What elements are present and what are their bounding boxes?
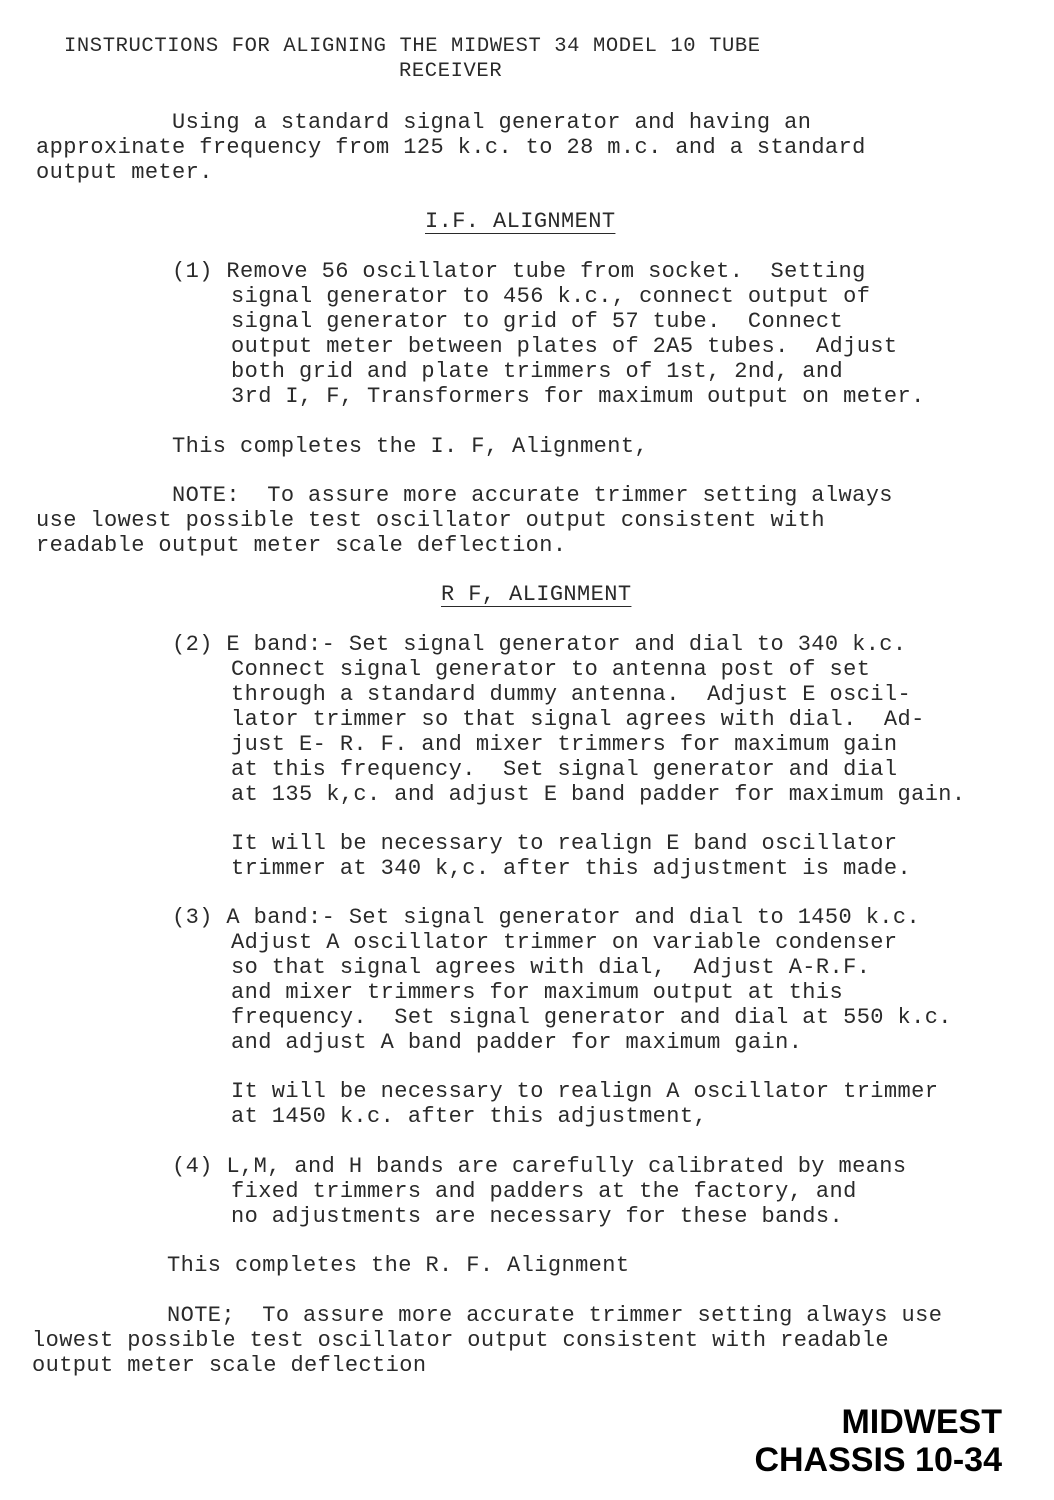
rf-alignment-heading: R F, ALIGNMENT xyxy=(441,582,632,607)
step2-line-3: through a standard dummy antenna. Adjust E oscil- xyxy=(231,682,912,707)
chassis-label-line-1: MIDWEST xyxy=(841,1403,1002,1441)
step2-note-line-1: It will be necessary to realign E band oscillator xyxy=(231,831,898,856)
chassis-label-line-2: CHASSIS 10-34 xyxy=(754,1441,1002,1479)
step1-line-3: signal generator to grid of 57 tube. Connect xyxy=(231,309,844,334)
note1-line-1: NOTE: To assure more accurate trimmer setting always xyxy=(172,483,893,508)
note1-line-3: readable output meter scale deflection. xyxy=(36,533,567,558)
step1-line-6: 3rd I, F, Transformers for maximum output on meter. xyxy=(231,384,925,409)
step2-line-1: (2) E band:- Set signal generator and dial to 340 k.c. xyxy=(172,632,907,657)
step4-line-2: fixed trimmers and padders at the factory, and xyxy=(231,1179,857,1204)
title-line-2: RECEIVER xyxy=(399,60,503,83)
step2-line-5: just E- R. F. and mixer trimmers for maximum gain xyxy=(231,732,898,757)
step4-line-1: (4) L,M, and H bands are carefully calibrated by means xyxy=(172,1154,907,1179)
step1-line-5: both grid and plate trimmers of 1st, 2nd, and xyxy=(231,359,844,384)
chassis-label xyxy=(754,1403,1002,1479)
step1-line-4: output meter between plates of 2A5 tubes. Adjust xyxy=(231,334,898,359)
step2-note-line-2: trimmer at 340 k,c. after this adjustment is made. xyxy=(231,856,912,881)
step4-line-3: no adjustments are necessary for these bands. xyxy=(231,1204,844,1229)
step1-line-1: (1) Remove 56 oscillator tube from socket. Setting xyxy=(172,259,866,284)
rf-complete-text: This completes the R. F. Alignment xyxy=(167,1253,630,1278)
note1-line-2: use lowest possible test oscillator output consistent with xyxy=(36,508,825,533)
note2-line-1: NOTE; To assure more accurate trimmer setting always use xyxy=(167,1303,943,1328)
step2-line-6: at this frequency. Set signal generator and dial xyxy=(231,757,898,782)
step3-line-3: so that signal agrees with dial, Adjust A-R.F. xyxy=(231,955,871,980)
title-line-1: INSTRUCTIONS FOR ALIGNING THE MIDWEST 34 MODEL 10 TUBE xyxy=(64,35,761,58)
step1-line-2: signal generator to 456 k.c., connect output of xyxy=(231,284,871,309)
step3-line-4: and mixer trimmers for maximum output at this xyxy=(231,980,844,1005)
if-alignment-heading: I.F. ALIGNMENT xyxy=(425,209,616,234)
intro-line-1: Using a standard signal generator and having an xyxy=(172,110,812,135)
step2-line-2: Connect signal generator to antenna post of set xyxy=(231,657,871,682)
step3-line-2: Adjust A oscillator trimmer on variable condenser xyxy=(231,930,898,955)
step3-note-line-2: at 1450 k.c. after this adjustment, xyxy=(231,1104,708,1129)
note2-line-3: output meter scale deflection xyxy=(32,1353,427,1378)
step2-line-7: at 135 k,c. and adjust E band padder for maximum gain. xyxy=(231,782,966,807)
intro-line-3: output meter. xyxy=(36,160,213,185)
step3-line-6: and adjust A band padder for maximum gain. xyxy=(231,1030,803,1055)
step3-line-1: (3) A band:- Set signal generator and dial to 1450 k.c. xyxy=(172,905,921,930)
step3-line-5: frequency. Set signal generator and dial at 550 k.c. xyxy=(231,1005,952,1030)
note2-line-2: lowest possible test oscillator output consistent with readable xyxy=(32,1328,889,1353)
step3-note-line-1: It will be necessary to realign A oscillator trimmer xyxy=(231,1079,939,1104)
step2-line-4: lator trimmer so that signal agrees with dial. Ad- xyxy=(231,707,925,732)
intro-line-2: approxinate frequency from 125 k.c. to 28 m.c. and a standard xyxy=(36,135,866,160)
if-complete-text: This completes the I. F, Alignment, xyxy=(172,434,649,459)
